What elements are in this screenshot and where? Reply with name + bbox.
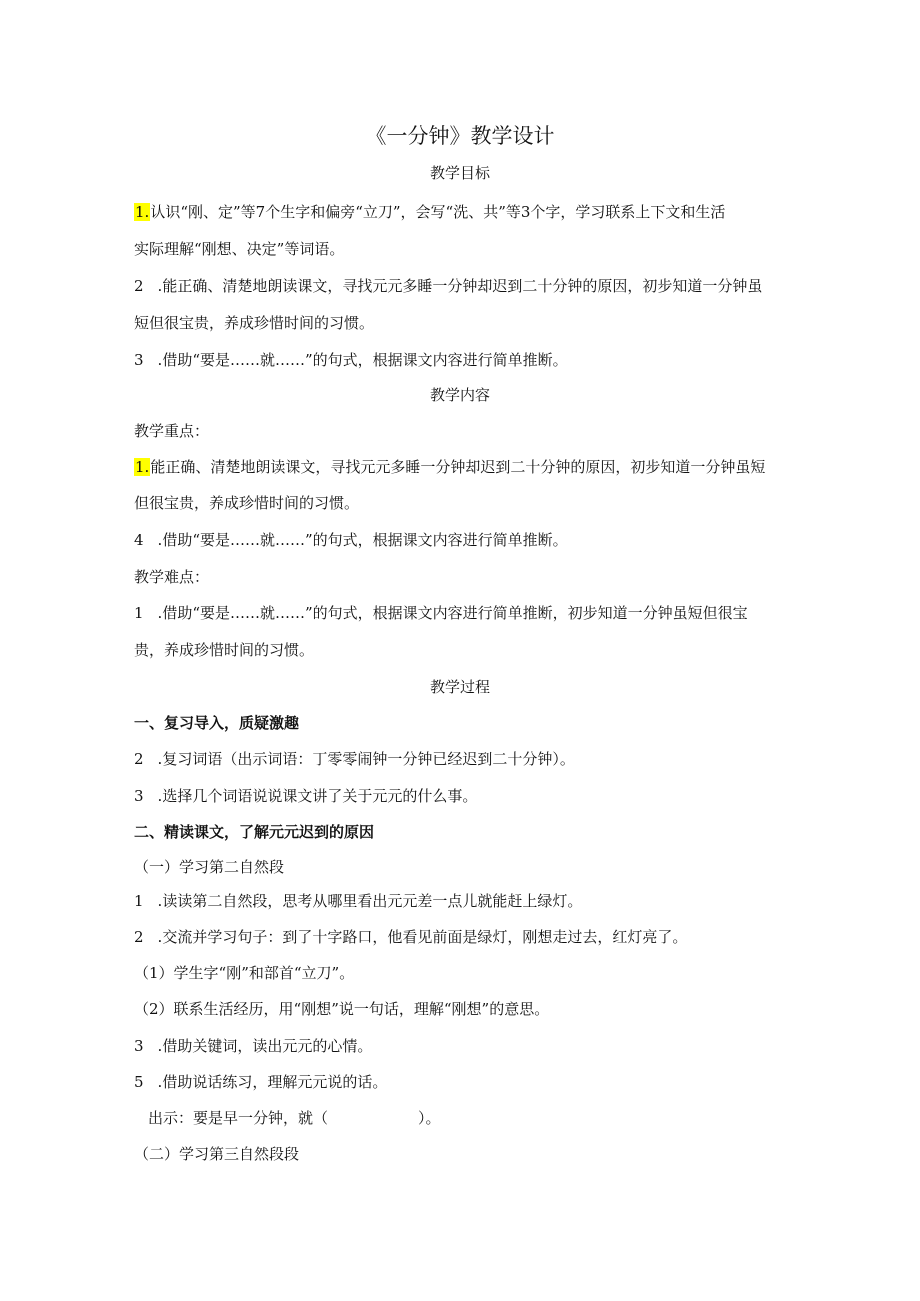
goal-2-line-1: 2 .能正确、清楚地朗读课文，寻找元元多睡一分钟却迟到二十分钟的原因，初步知道一分钟虽 bbox=[134, 277, 763, 295]
key-2: 4 .借助“要是……就……”的句式，根据课文内容进行简单推断。 bbox=[134, 531, 568, 549]
heading-goals: 教学目标 bbox=[429, 164, 490, 182]
heading-content: 教学内容 bbox=[429, 386, 490, 404]
heading-process: 教学过程 bbox=[429, 678, 490, 696]
step-2: 2 .交流并学习句子：到了十字路口，他看见前面是绿灯，刚想走过去，红灯亮了。 bbox=[134, 928, 688, 946]
step-3: 3 .借助关键词，读出元元的心情。 bbox=[134, 1037, 373, 1055]
highlight-number: 1. bbox=[135, 458, 150, 476]
section-1-heading: 一、复习导入，质疑激趣 bbox=[134, 714, 300, 732]
step-4: 5 .借助说话练习，理解元元说的话。 bbox=[134, 1073, 388, 1091]
goal-3: 3 .借助“要是……就……”的句式，根据课文内容进行简单推断。 bbox=[134, 351, 568, 369]
difficulty-label: 教学难点： bbox=[134, 568, 210, 586]
subsection-1-heading: （一）学习第二自然段 bbox=[134, 858, 285, 876]
section-1-item-2: 3 .选择几个词语说说课文讲了关于元元的什么事。 bbox=[134, 787, 478, 805]
goal-2-line-2: 短但很宝贵，养成珍惜时间的习惯。 bbox=[134, 314, 375, 332]
section-1-item-1: 2 .复习词语（出示词语：丁零零闹钟一分钟已经迟到二十分钟）。 bbox=[134, 750, 575, 768]
goal-1-line-2: 实际理解“刚想、决定”等词语。 bbox=[134, 240, 345, 258]
section-2-heading: 二、精读课文，了解元元迟到的原因 bbox=[134, 823, 375, 841]
key-1-line-2: 但很宝贵，养成珍惜时间的习惯。 bbox=[134, 494, 360, 512]
highlight-number: 1. bbox=[135, 203, 150, 221]
difficulty-1-line-1: 1 .借助“要是……就……”的句式，根据课文内容进行简单推断，初步知道一分钟虽短但很宝 bbox=[134, 604, 748, 622]
exercise-prompt: 出示：要是早一分钟，就（ ）。 bbox=[148, 1109, 441, 1127]
step-1: 1 .读读第二自然段，思考从哪里看出元元差一点儿就能赶上绿灯。 bbox=[134, 892, 583, 910]
key-1-line-1: 1.能正确、清楚地朗读课文，寻找元元多睡一分钟却迟到二十分钟的原因，初步知道一分钟虽短 bbox=[135, 458, 766, 476]
step-2-sub-2: （2）联系生活经历，用“刚想”说一句话，理解“刚想”的意思。 bbox=[134, 1000, 550, 1018]
difficulty-1-line-2: 贵，养成珍惜时间的习惯。 bbox=[134, 641, 315, 659]
step-2-sub-1: （1）学生字“刚”和部首“立刀”。 bbox=[134, 964, 355, 982]
subsection-2-heading: （二）学习第三自然段段 bbox=[134, 1145, 300, 1163]
document-title: 《一分钟》教学设计 bbox=[365, 124, 555, 148]
goal-1-line-1: 1.认识“刚、定”等7个生字和偏旁“立刀”，会写“洗、共”等3个字，学习联系上下文和生活 bbox=[135, 203, 726, 221]
key-points-label: 教学重点： bbox=[134, 422, 210, 440]
